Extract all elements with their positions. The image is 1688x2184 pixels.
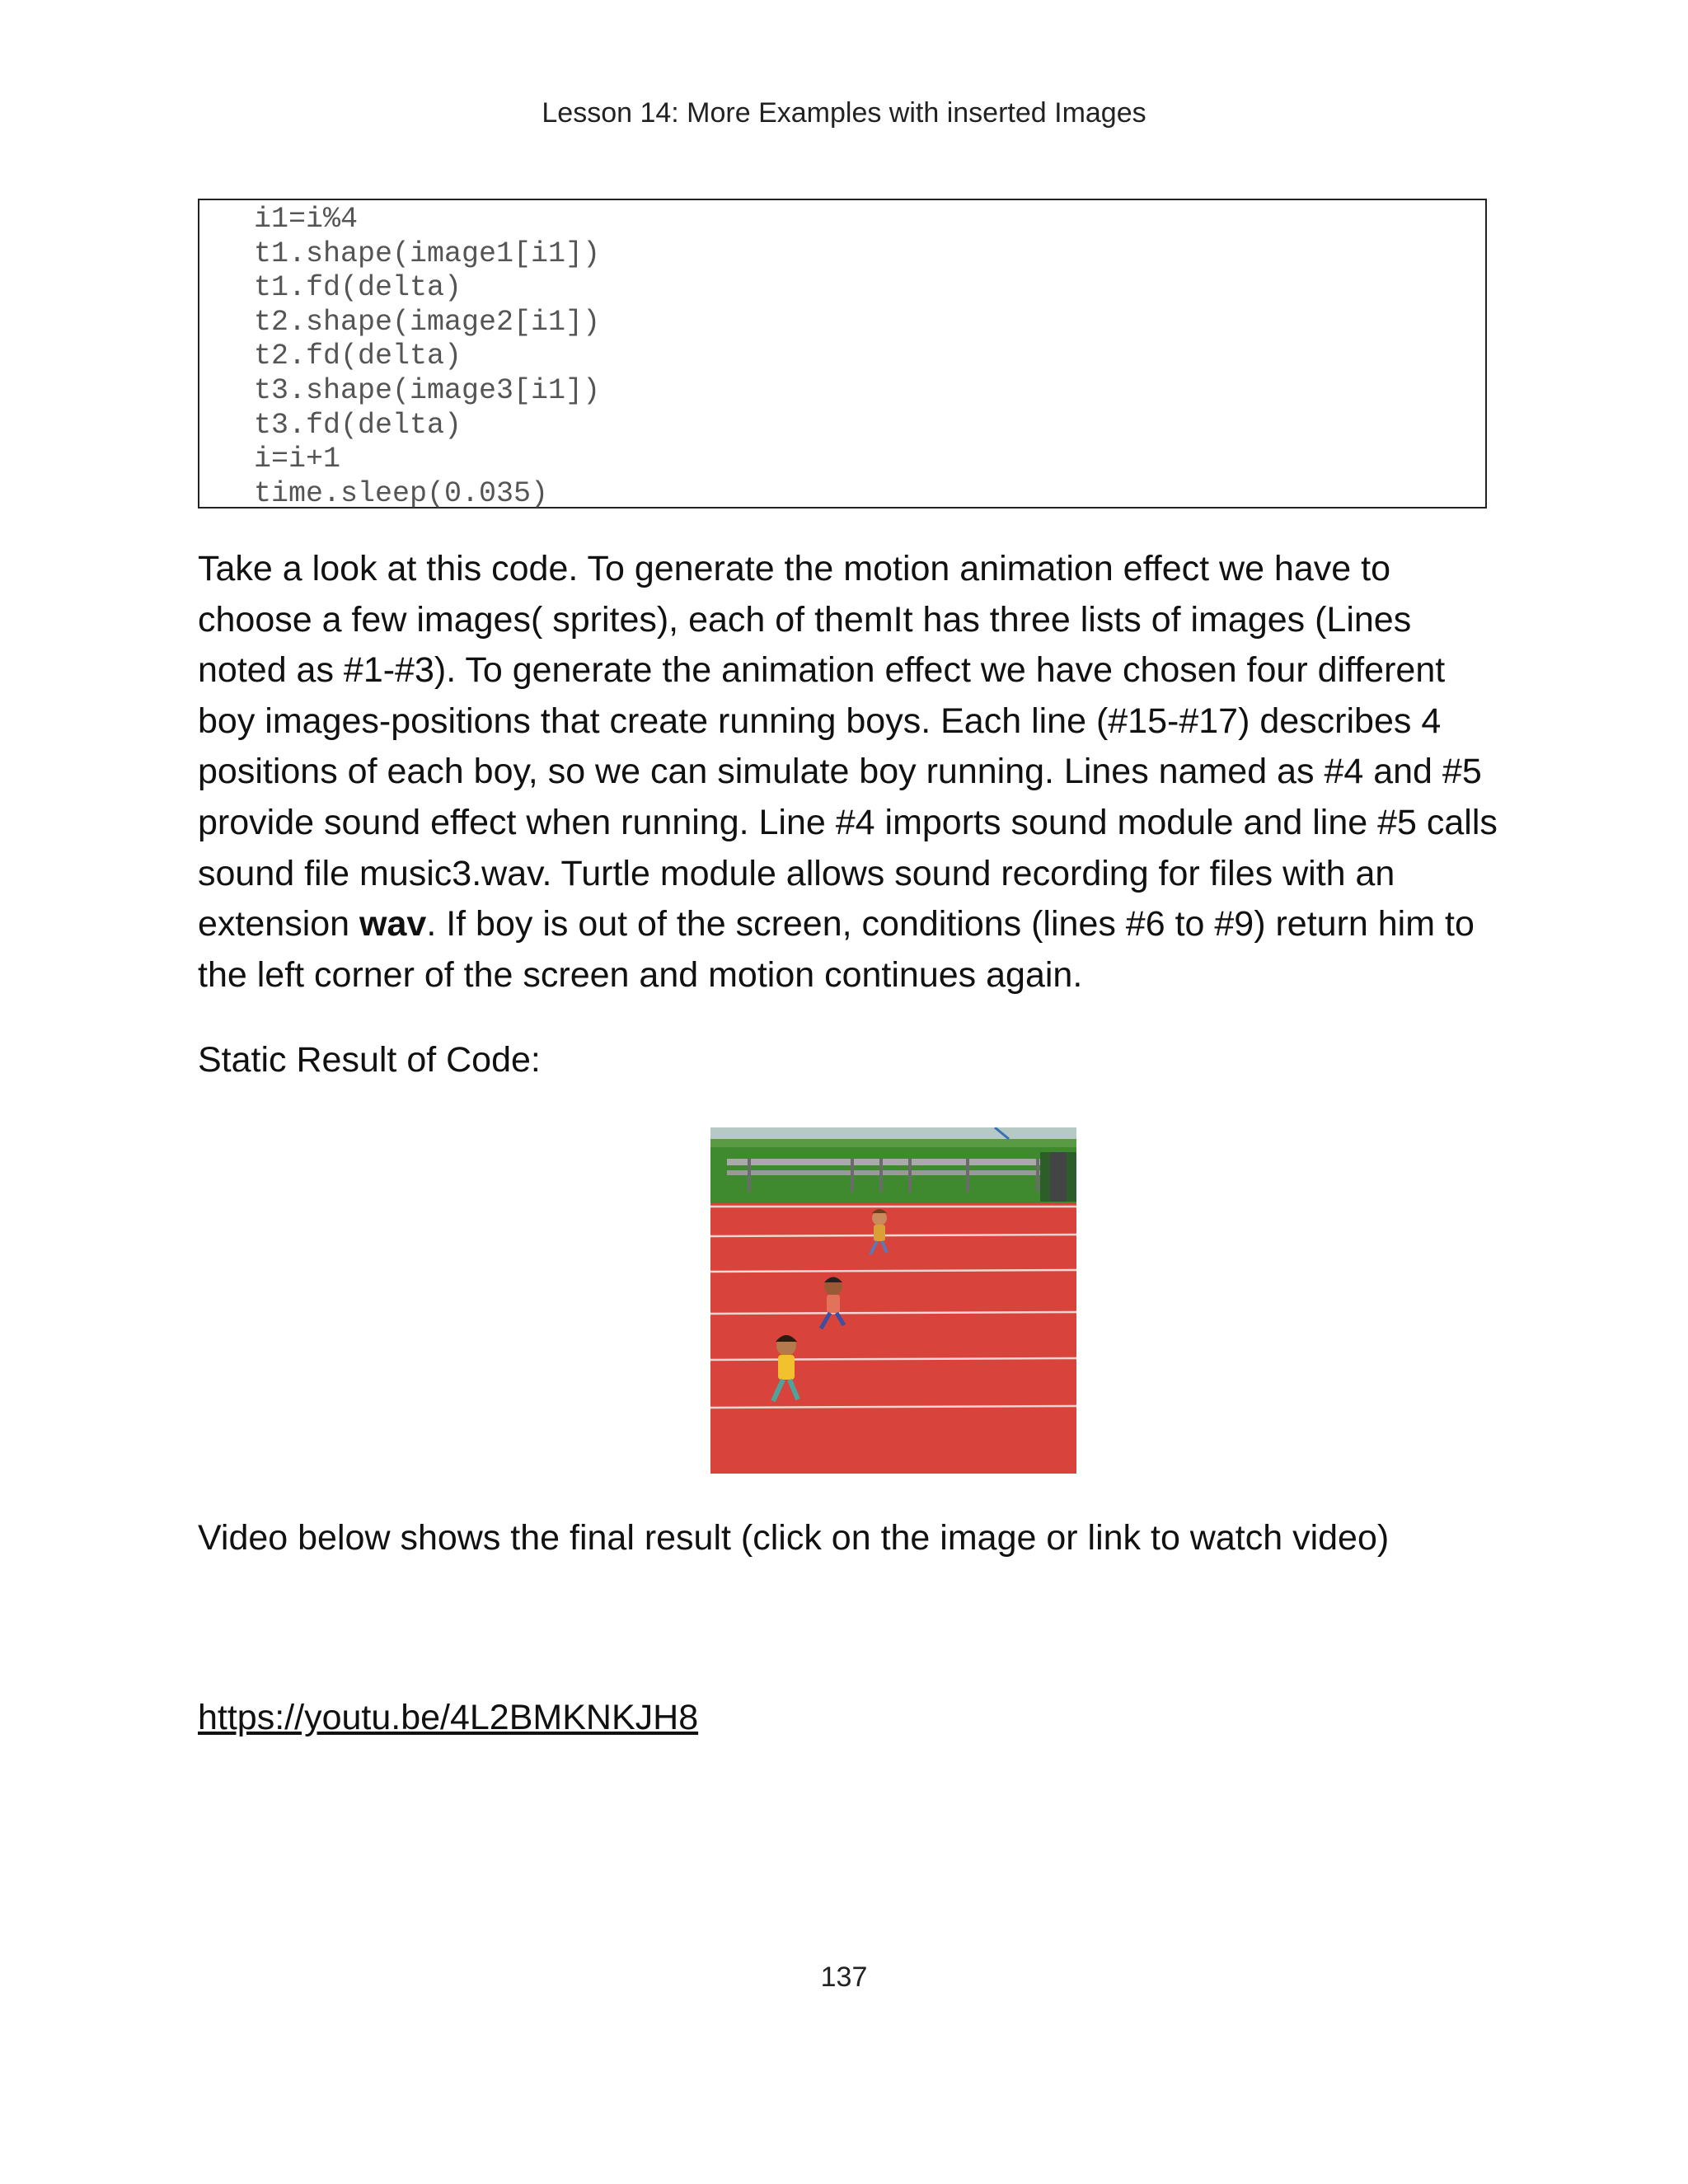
code-line: t3.fd(delta)	[254, 408, 462, 442]
static-result-caption: Static Result of Code:	[198, 1040, 541, 1080]
page-header: Lesson 14: More Examples with inserted Images	[542, 97, 1146, 129]
code-line: t3.shape(image3[i1])	[254, 373, 601, 407]
video-description: Video below shows the final result (click on the image or link to watch video)	[198, 1518, 1390, 1558]
code-line: time.sleep(0.035)	[254, 476, 549, 510]
explanation-paragraph	[198, 544, 1500, 1001]
code-line: t2.fd(delta)	[254, 340, 462, 373]
paragraph-text-start: Take a look at this code. To generate the motion animation effect we have to choose a few images( sprites), each of themIt has three lists of images (Lines noted as #1-#3). To generate the animation effect we have chosen four different boy images-positions that create running boys. Each line (#15-#17) describes 4 positions of each boy, so we can simulate boy running. Lines named as #4 and #5 provide sound effect when running. Line #4 imports sound module and line #5 calls sound file music3.wav. Turtle module allows sound recording for files with an extension	[198, 549, 1498, 944]
paragraph-bold-term: wav	[359, 904, 427, 944]
code-line: t2.shape(image2[i1])	[254, 305, 601, 339]
youtube-video-link[interactable]: https://youtu.be/4L2BMKNKJH8	[198, 1698, 699, 1737]
code-line: t1.shape(image1[i1])	[254, 237, 601, 270]
running-boys-on-track-image[interactable]	[710, 1127, 1076, 1474]
code-block	[198, 199, 1487, 509]
code-line: t1.fd(delta)	[254, 271, 462, 305]
paragraph-text-end: . If boy is out of the screen, conditions (lines #6 to #9) return him to the left corner of the screen and motion continues again.	[198, 904, 1475, 995]
code-line: i=i+1	[254, 443, 341, 476]
code-line: i1=i%4	[254, 203, 359, 236]
page-number: 137	[820, 1961, 868, 1993]
